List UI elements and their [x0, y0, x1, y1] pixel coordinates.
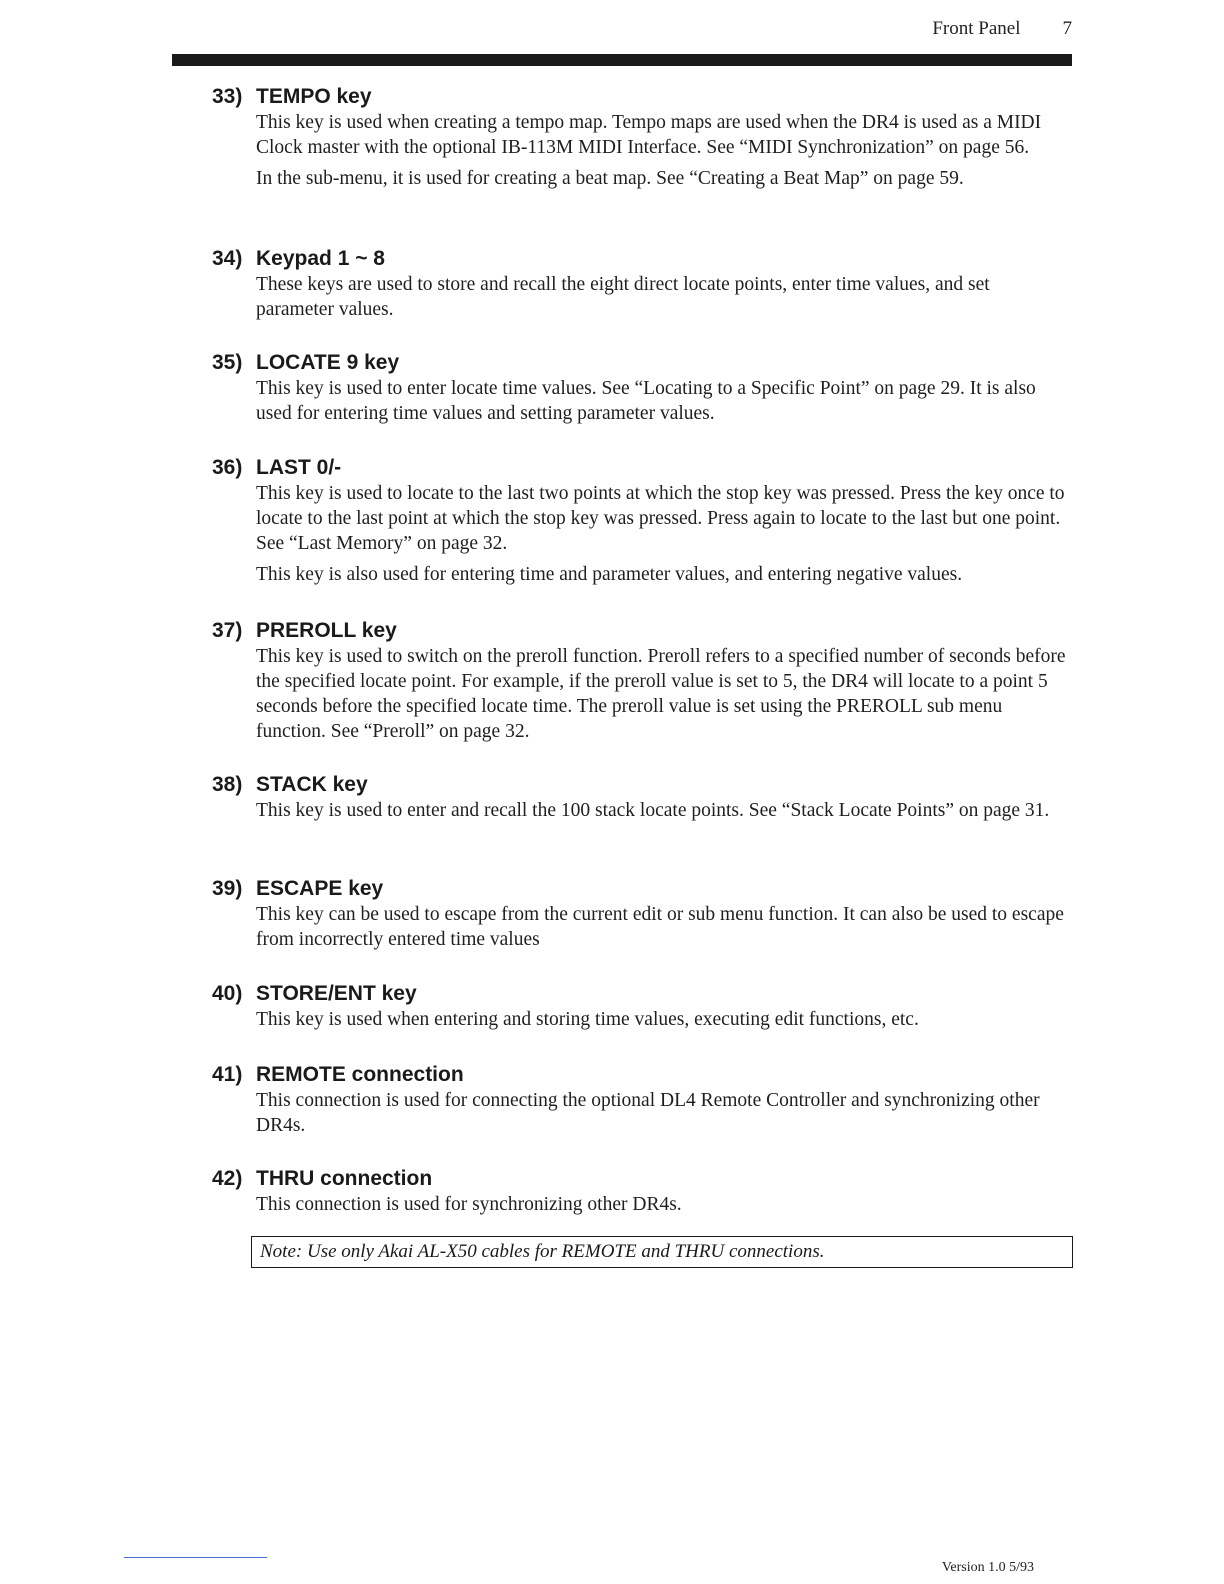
version-footer: Version 1.0 5/93	[941, 1560, 1034, 1575]
entry-title: 39) ESCAPE key	[212, 877, 384, 900]
entry-remote-connection	[212, 1062, 1072, 1144]
page-header	[932, 18, 1072, 40]
entry-title: 41) REMOTE connection	[212, 1063, 464, 1086]
entry-store-ent-key	[212, 981, 1072, 1038]
entry-paragraph: In the sub-menu, it is used for creating a beat map. See “Creating a Beat Map” on page 59.	[256, 168, 964, 189]
entry-paragraph: This connection is used for synchronizing other DR4s.	[256, 1194, 682, 1215]
note-text: Use only Akai AL-X50 cables for REMOTE and THRU connections.	[306, 1241, 825, 1262]
entry-title: 33) TEMPO key	[212, 85, 372, 108]
page-number: 7	[1062, 18, 1072, 39]
entry-paragraph: This key is used when creating a tempo map. Tempo maps are used when the DR4 is used as a MIDI Clock master with the optional IB-113M MIDI Interface. See “MIDI Synchronization” on page 56.	[256, 112, 1042, 158]
entry-title: 42) THRU connection	[212, 1167, 433, 1190]
entry-paragraph: This key is used to locate to the last two points at which the stop key was pressed. Press the key once to locate to the last point at which the stop key was pressed. Press again to locate to the last but one point. See “Last Memory” on page 32.	[256, 483, 1065, 554]
entry-last-key	[212, 455, 1072, 593]
page-edge-mark	[124, 1557, 267, 1558]
entry-paragraph: This connection is used for connecting the optional DL4 Remote Controller and synchronizing other DR4s.	[256, 1090, 1040, 1136]
entry-keypad	[212, 246, 1072, 328]
note-box	[251, 1236, 1073, 1268]
entry-title: 35) LOCATE 9 key	[212, 351, 400, 374]
entry-title: 36) LAST 0/-	[212, 456, 342, 479]
entry-paragraph: This key is used to switch on the preroll function. Preroll refers to a specified number of seconds before the specified locate point. For example, if the preroll value is set to 5, the DR4 will locate to a point 5 seconds before the specified locate time. The preroll value is set using the PREROLL sub menu function. See “Preroll” on page 32.	[256, 646, 1066, 742]
entry-tempo-key	[212, 84, 1072, 197]
entry-paragraph: These keys are used to store and recall the eight direct locate points, enter time values, and set parameter values.	[256, 274, 990, 320]
entry-paragraph: This key is also used for entering time and parameter values, and entering negative values.	[256, 564, 963, 585]
header-rule	[172, 54, 1072, 66]
entry-preroll-key	[212, 618, 1072, 750]
entry-paragraph: This key is used to enter and recall the 100 stack locate points. See “Stack Locate Points” on page 31.	[256, 800, 1050, 821]
entry-title: 40) STORE/ENT key	[212, 982, 417, 1005]
note-label: Note:	[260, 1241, 303, 1262]
entry-paragraph: This key is used when entering and storing time values, executing edit functions, etc.	[256, 1009, 919, 1030]
section-title: Front Panel	[932, 18, 1021, 39]
entry-thru-connection	[212, 1166, 1072, 1223]
entry-stack-key	[212, 772, 1072, 829]
entry-locate-9-key	[212, 350, 1072, 432]
entry-paragraph: This key can be used to escape from the current edit or sub menu function. It can also be used to escape from incorrectly entered time values	[256, 904, 1064, 950]
entry-paragraph: This key is used to enter locate time values. See “Locating to a Specific Point” on page 29. It is also used for entering time values and setting parameter values.	[256, 378, 1036, 424]
entry-escape-key	[212, 876, 1072, 958]
entry-title: 38) STACK key	[212, 773, 368, 796]
entry-title: 37) PREROLL key	[212, 619, 397, 642]
entry-title: 34) Keypad 1 ~ 8	[212, 247, 385, 270]
